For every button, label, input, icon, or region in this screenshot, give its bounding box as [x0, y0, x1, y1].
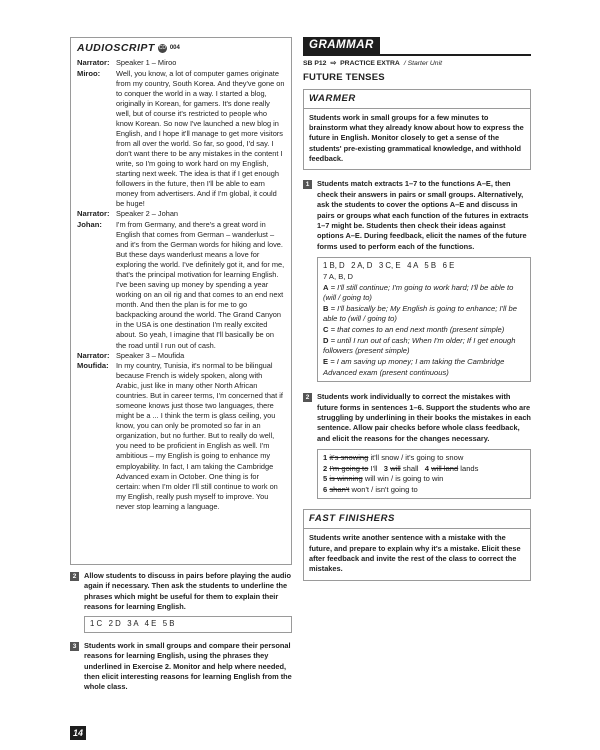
cd-icon: CD	[158, 44, 166, 51]
struck-text: it's snowing	[329, 452, 369, 462]
script-line	[77, 58, 285, 68]
answer-row: 1 B, D 2 A, D 3 C, E 4 A 5 B 6 E	[323, 260, 455, 270]
answer-item	[323, 304, 525, 325]
answer-line	[323, 464, 525, 475]
answer-number: 3	[383, 463, 389, 473]
exercise-1	[303, 179, 531, 252]
exercise-instructions: Students work in small groups and compare their personal reasons for learning English, using the phrases they underlined in Exercise 2. Monitor and help where needed, then elicit interesting reasons for learning English from the whole class.	[84, 640, 292, 692]
track-number: 004	[169, 45, 180, 52]
answer-letter: E	[323, 356, 329, 366]
fast-finishers-box	[303, 509, 531, 580]
grammar-header	[303, 37, 531, 56]
speaker-label: Narrator:	[77, 58, 110, 68]
exercise-instructions: Students work individually to correct the mistakes with future forms in sentences 1–6. Support the students who are struggling by underlining in their books the mistakes in each sentence. Allow pair checks before whole class feedback, and elicit the reasons for the changes necessary.	[317, 392, 531, 443]
exercise-number: 1	[303, 180, 312, 189]
corrected-text: lands	[460, 463, 479, 473]
fast-finishers-title: FAST FINISHERS	[304, 513, 530, 529]
corrected-text: it'll snow / it's going to snow	[370, 452, 464, 462]
grammar-tag: GRAMMAR	[303, 37, 380, 56]
answer-line	[323, 453, 525, 464]
answer-row: 7 A, B, D	[323, 271, 353, 281]
speaker-text: In my country, Tunisia, it's normal to be bilingual because French is widely spoken, along with Arabic, just like in many other North African countries. But in career terms, I'm concerned that if someone knows just those two languages, there might be a ... I think the term is glass ceiling, you know, you can only be promoted so far in an organization, but no further. But to really do well, you need to be proficient in English as well. I'm ambitious – my English is going to enhance my employability. In fact, I am taking the Cambridge Advanced exam in October. One thing is for certain: when I'm older I'll still continue to work on my English, really push myself to improve. You never stop learning a language.	[116, 360, 283, 511]
answer-item	[323, 357, 525, 378]
exercise-3-left	[70, 641, 292, 693]
corrected-text: will win / is going to win	[364, 474, 444, 484]
speaker-label: Johan:	[77, 219, 102, 229]
answer-item	[323, 325, 525, 336]
script-line	[77, 209, 285, 219]
answer-number: 5	[323, 474, 328, 484]
unit-label: / Starter Unit	[403, 59, 442, 67]
speaker-label: Moufida:	[77, 360, 109, 370]
answer-number: 1	[323, 452, 328, 462]
speaker-label: Miroo:	[77, 68, 101, 78]
exercise-2	[303, 392, 531, 444]
speaker-text: Well, you know, a lot of computer games originate from my country, South Korea. And they've gone on to conquer the world in a way. I started a blog, originally in Korean, for gamers. It's done really well, but of course it's restricted to people who know Korean. So now I've launched a new blog in English, and I hope it'll manage to get more visitors from all over the world. So far, so good, I'd say. I don't want there to be any mistakes in the content I write, so I'm going to work hard on my English, starting next week. The idea is that if I get enough followers in the future, then I'll be able to earn money from advertisers. And if I'm global, it could be huge!	[116, 68, 285, 209]
warmer-text: Students work in small groups for a few minutes to brainstorm what they already know about how to express the future in English. Monitor closely to get a sense of the students' pre-existing grammatical knowledge, and withhold feedback.	[309, 112, 524, 164]
corrected-text: I'll	[370, 463, 378, 473]
answer-letter: C	[323, 325, 329, 335]
answer-letter: D	[323, 335, 329, 345]
section-title: FUTURE TENSES	[303, 71, 385, 83]
exercise-instructions: Allow students to discuss in pairs before playing the audio again if necessary. Then ask the students to underline the phrases which might be useful for them to explain their reasons for learning English.	[84, 571, 291, 612]
answer-item	[323, 283, 525, 304]
exercise-2-left	[70, 571, 292, 612]
speaker-text: Speaker 1 – Miroo	[116, 58, 177, 68]
answer-text: = that comes to an end next month (present simple)	[330, 325, 505, 335]
exercise-number: 2	[303, 393, 312, 402]
answer-text: = until I run out of cash; When I'm older; If I get enough followers (present simple)	[323, 335, 516, 356]
script-line	[77, 69, 285, 210]
arrow-icon: ⇨	[330, 59, 337, 67]
warmer-title: WARMER	[304, 93, 530, 109]
answer-letter: B	[323, 303, 329, 313]
warmer-box	[303, 89, 531, 171]
answer-key: 1 C 2 D 3 A 4 E 5 B	[84, 616, 292, 633]
answer-line	[323, 474, 525, 485]
practice-extra: PRACTICE EXTRA	[340, 59, 400, 67]
answer-text: = I am saving up money; I am taking the Cambridge Advanced exam (present continuous)	[323, 356, 505, 377]
script-line	[77, 361, 285, 512]
exercise-number: 3	[70, 642, 79, 651]
struck-text: shan't	[329, 484, 350, 494]
answer-item	[323, 336, 525, 357]
audioscript-box	[70, 37, 292, 565]
struck-text: will	[390, 463, 401, 473]
left-column	[70, 37, 292, 693]
corrected-text: shall	[402, 463, 419, 473]
struck-text: will land	[431, 463, 459, 473]
fast-finishers-text: Students write another sentence with a mistake with the future, and prepare to explain why it's a mistake. Elicit these after feedback and invite the rest of the class to correct the mistakes.	[309, 533, 521, 574]
answer-key-2	[317, 449, 531, 500]
audioscript-title: AUDIOSCRIPT	[77, 42, 155, 54]
answer-text: = I'll basically be; My English is going to enhance; I'll be able to (will / going to)	[323, 303, 517, 324]
sb-page: SB P12	[303, 59, 327, 67]
exercise-number: 2	[70, 572, 79, 581]
answer-number: 2	[323, 463, 328, 473]
answer-text: = I'll still continue; I'm going to work hard; I'll be able to (will / going to)	[323, 282, 514, 303]
speaker-text: Speaker 2 – Johan	[116, 209, 179, 219]
struck-text: I'm going to	[329, 463, 369, 473]
answer-letter: A	[323, 282, 329, 292]
speaker-text: I'm from Germany, and there's a great word in English that comes from German – wanderlust – and it's from the German words for hiking and love. But these days wanderlust means a love for exploring the world. I've definitely got it, and for me, that's the principal motivation for learning English. I've been saving up money by spending a year working on an oil rig and that comes to an end next month. And then the plan is for me to go backpacking around the world. The Grand Canyon in the USA is one destination I'm really excited about. So yeah, I imagine that I'll basically be on the road until I run out of cash.	[116, 219, 285, 350]
answer-number: 6	[323, 484, 328, 494]
script-line	[77, 351, 285, 361]
corrected-text: won't / isn't going to	[351, 484, 418, 494]
page-number: 14	[70, 726, 86, 740]
answer-number: 4	[424, 463, 430, 473]
speaker-label: Narrator:	[77, 350, 110, 360]
speaker-text: Speaker 3 – Moufida	[116, 350, 185, 360]
header-rule	[380, 54, 531, 56]
audioscript-header	[77, 41, 285, 55]
grammar-subheader	[303, 59, 531, 68]
speaker-label: Narrator:	[77, 209, 110, 219]
script-line	[77, 220, 285, 351]
answer-key-1	[317, 257, 531, 382]
right-column	[303, 37, 531, 581]
exercise-instructions: Students match extracts 1–7 to the functions A–E, then check their answers in pairs or small groups. Alternatively, ask the students to cover the options A–E and discuss in pairs or groups what each function of the futures in extracts 1–7 might be. Students then check their ideas against options A–E. During feedback, elicit the names of the future forms used to perform each of the functions.	[317, 179, 529, 251]
answer-line	[323, 485, 525, 496]
struck-text: is winning	[329, 474, 363, 484]
